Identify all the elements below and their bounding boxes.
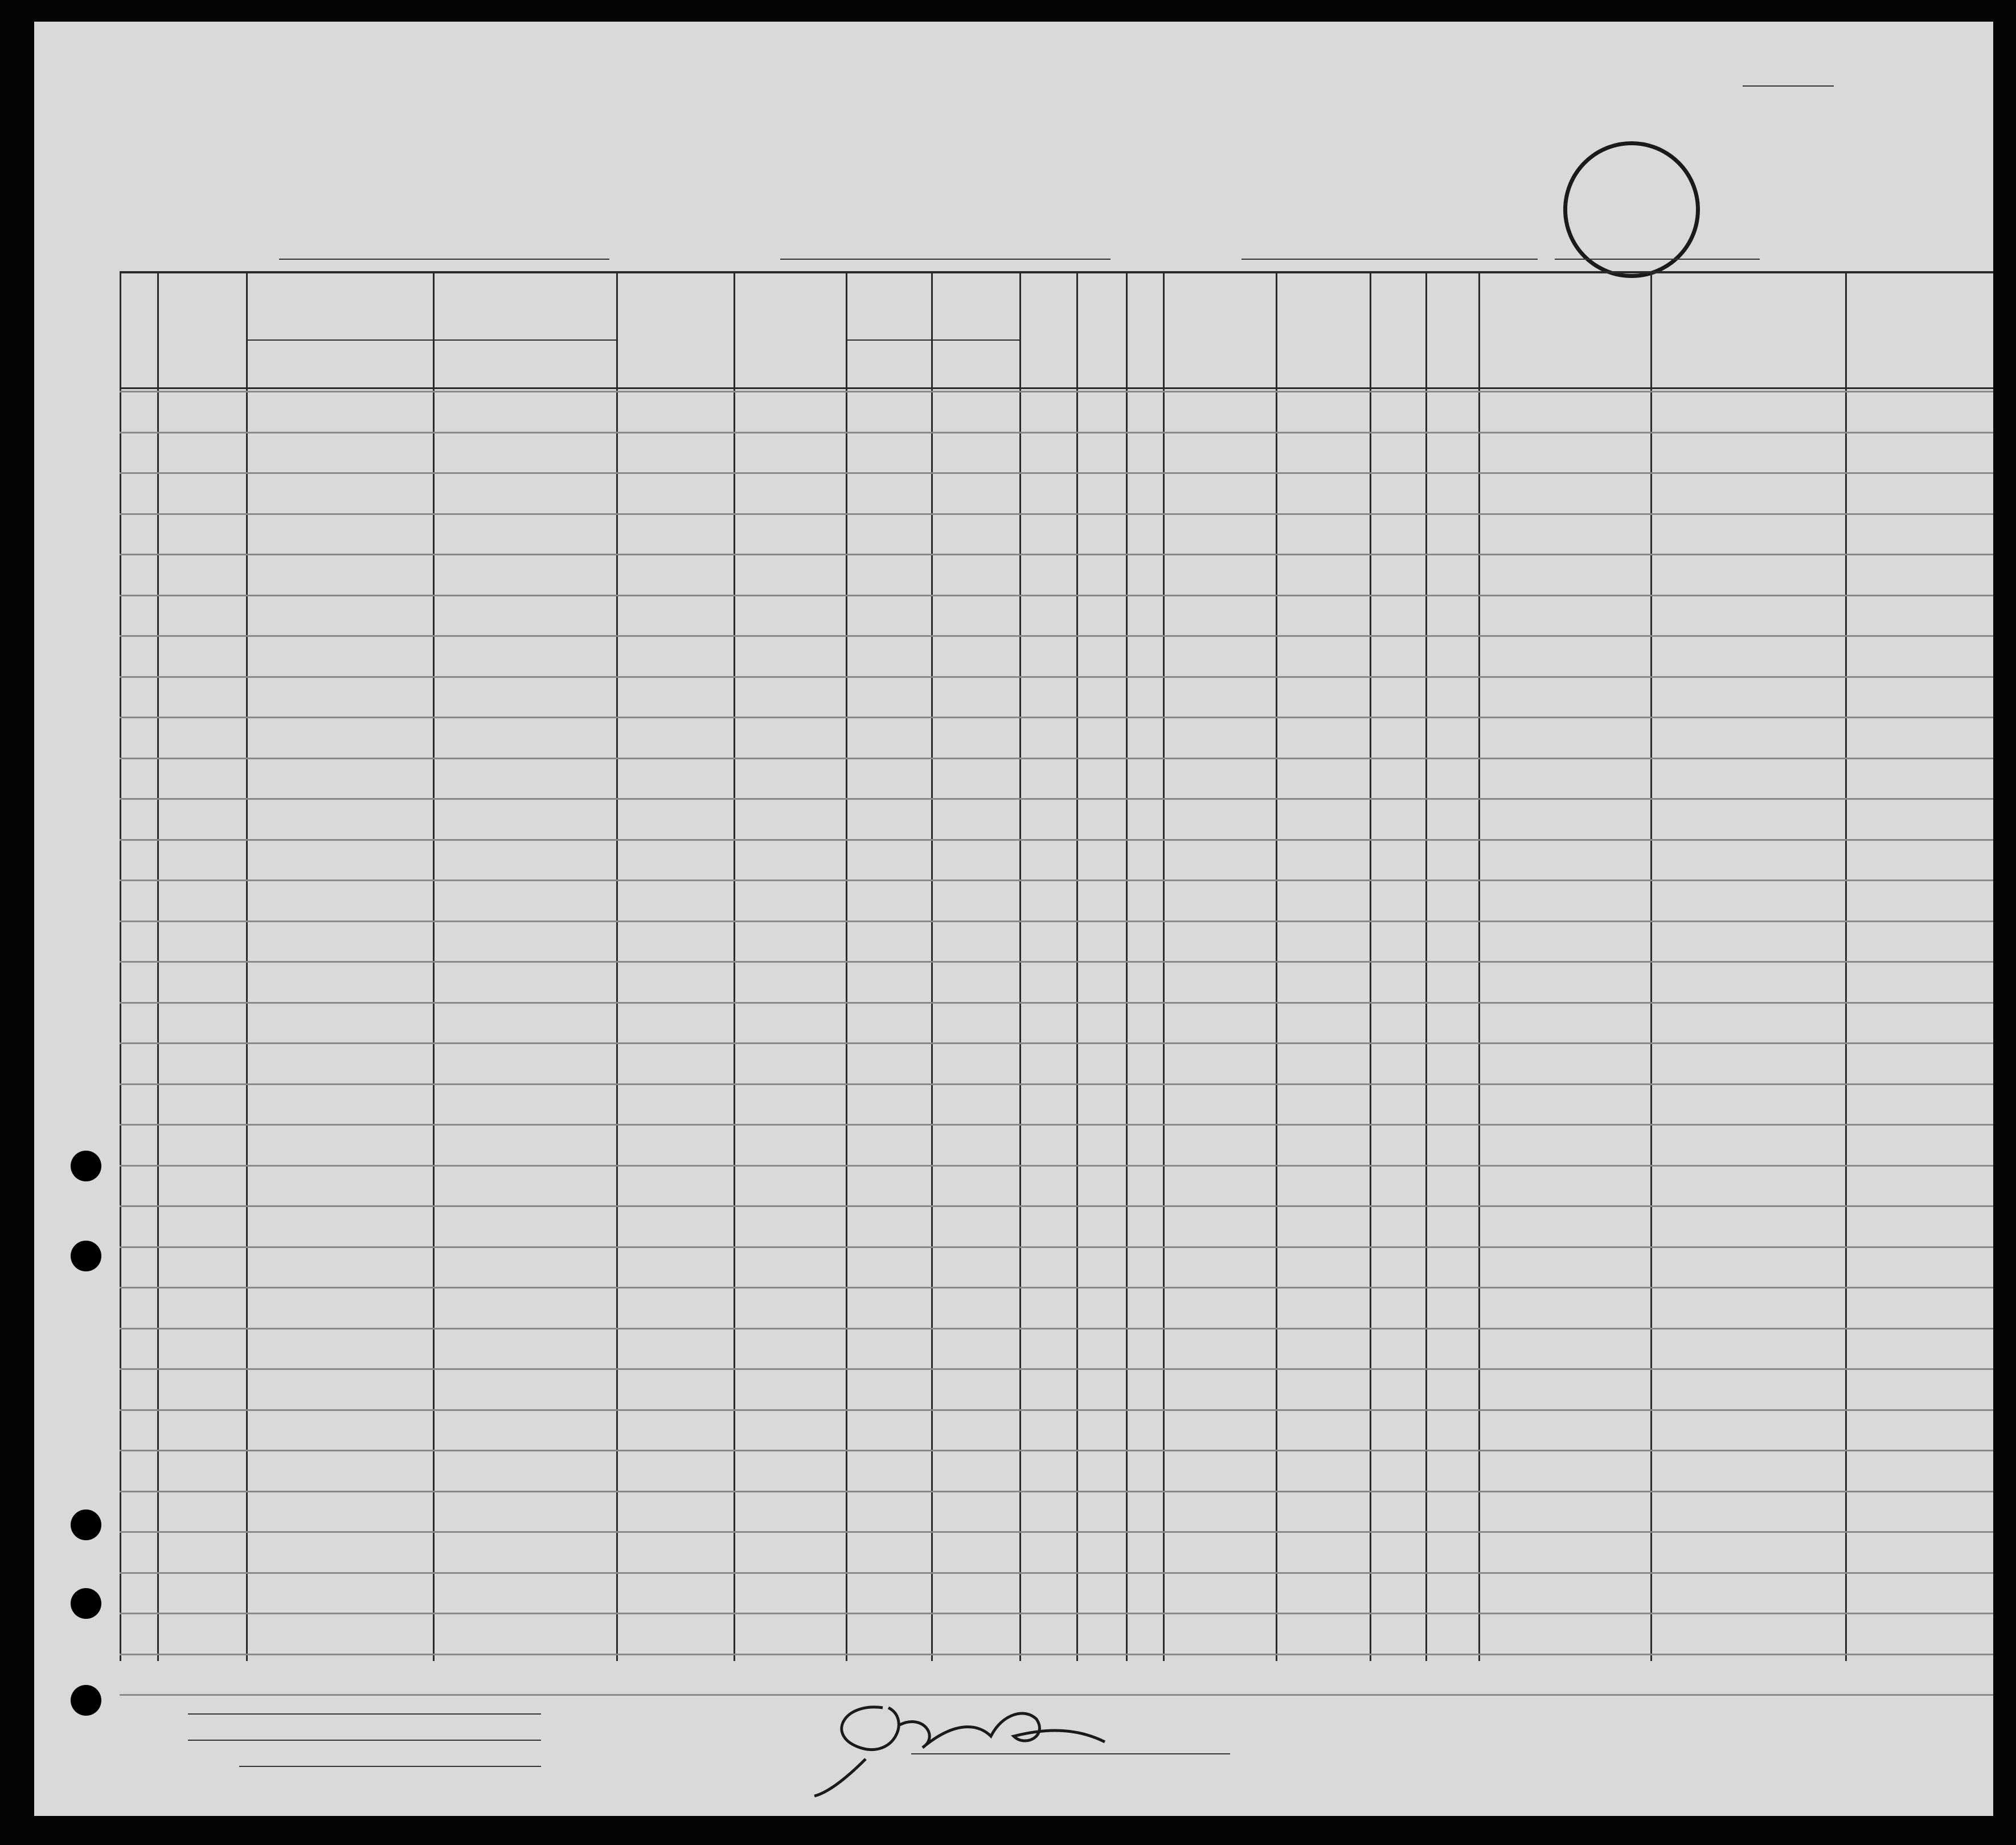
row-rule (120, 1205, 1993, 1207)
column-rule (1019, 271, 1021, 1661)
column-rule (120, 271, 121, 1661)
row-rule (120, 879, 1993, 881)
column-rule (1276, 271, 1277, 1661)
manifest-table (120, 271, 1993, 1661)
row-rule (120, 1572, 1993, 1574)
punch-hole (71, 1151, 101, 1181)
name-subrule (246, 339, 616, 341)
column-rule (734, 271, 735, 1661)
column-rule (246, 271, 248, 1661)
row-rule (120, 676, 1993, 678)
row-rule (120, 1368, 1993, 1370)
row-rule (120, 1002, 1993, 1004)
row-rule (120, 554, 1993, 555)
column-header-c8 (1076, 277, 1126, 279)
column-rule (157, 271, 159, 1661)
row-rule (120, 635, 1993, 637)
column-rule (1425, 271, 1427, 1661)
column-header-c1 (120, 277, 157, 279)
footer (125, 1691, 1948, 1805)
column-header-c15 (1650, 277, 1845, 279)
punch-hole (71, 1685, 101, 1716)
column-header-c2 (157, 277, 246, 279)
row-rule (120, 798, 1993, 800)
row-rule (120, 513, 1993, 515)
row-rule (120, 595, 1993, 596)
column-header-c13 (1425, 277, 1478, 306)
row-rule (120, 1491, 1993, 1492)
column-header-c3 (246, 277, 616, 296)
column-header-c9 (1126, 277, 1163, 306)
row-rule (120, 1124, 1993, 1126)
row-rule (120, 1165, 1993, 1167)
shipped-subrule (846, 339, 1019, 341)
column-header-c10 (1163, 277, 1276, 306)
column-rule (1478, 271, 1480, 1661)
punch-hole (71, 1588, 101, 1619)
vessel-line (222, 234, 1817, 268)
row-rule (120, 432, 1993, 433)
column-header-c6 (846, 277, 1019, 296)
row-rule (120, 1409, 1993, 1411)
row-rule (120, 758, 1993, 759)
row-rule (120, 1246, 1993, 1248)
punch-hole (71, 1241, 101, 1271)
column-rule (1163, 271, 1165, 1661)
column-header-c12 (1370, 277, 1425, 306)
row-rule (120, 1654, 1993, 1655)
sheet-value (1743, 85, 1834, 87)
column-header-c11 (1276, 277, 1370, 306)
row-rule (120, 961, 1993, 963)
header-rule (120, 387, 1993, 389)
column-rule (616, 271, 618, 1661)
column-header-c14 (1478, 277, 1650, 306)
punch-hole (71, 1509, 101, 1540)
row-rule (120, 391, 1993, 392)
column-rule (1370, 271, 1371, 1661)
row-rule (120, 839, 1993, 841)
column-rule (433, 271, 435, 1661)
column-rule (1845, 271, 1847, 1661)
row-rule (120, 1531, 1993, 1533)
inspector-signature (809, 1674, 1162, 1799)
row-rule (120, 1083, 1993, 1085)
column-rule (846, 271, 847, 1661)
margin-stamp-date (34, 141, 74, 324)
row-rule (120, 717, 1993, 718)
column-header-c7 (1019, 277, 1076, 279)
row-rule (120, 472, 1993, 474)
row-rule (120, 1042, 1993, 1044)
row-rule (120, 1287, 1993, 1288)
column-header-c4 (616, 277, 734, 279)
row-rule (120, 1450, 1993, 1451)
column-rule (931, 271, 933, 1661)
row-rule (120, 1328, 1993, 1329)
column-rule (1650, 271, 1652, 1661)
row-rule (120, 921, 1993, 922)
row-rule (120, 1613, 1993, 1614)
column-rule (1126, 271, 1128, 1661)
column-rule (1076, 271, 1078, 1661)
manifest-page (34, 22, 1993, 1816)
column-header-c5 (734, 277, 846, 279)
table-top-rule (120, 271, 1993, 273)
sheet-no (1743, 73, 1834, 91)
margin-vessel-name (57, 318, 114, 728)
